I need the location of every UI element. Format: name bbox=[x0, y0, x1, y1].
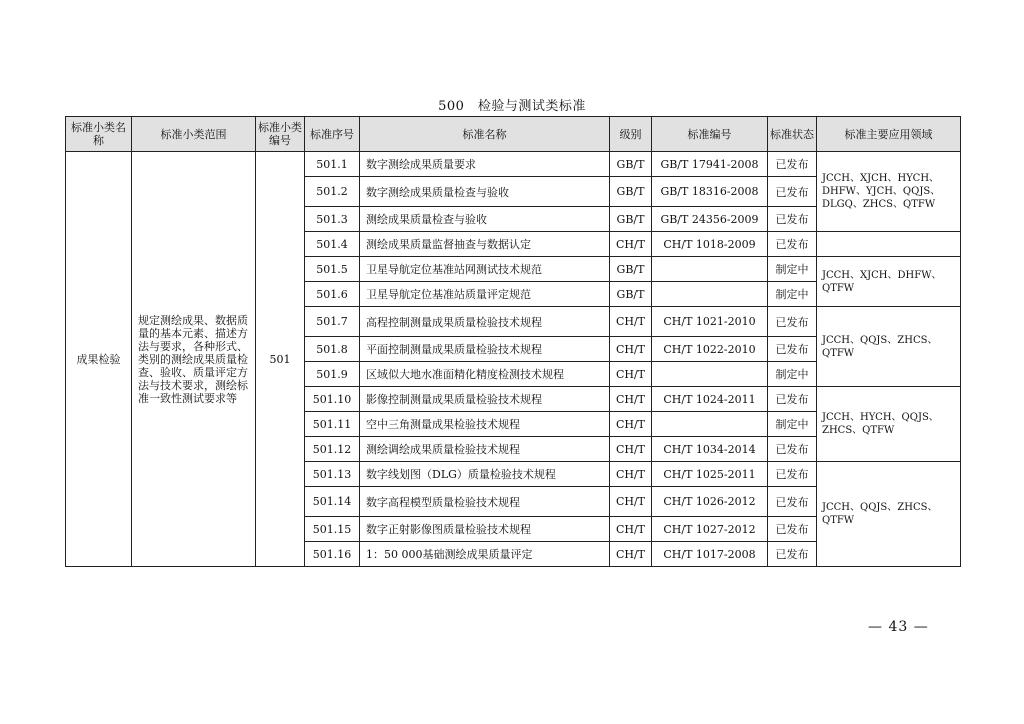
row-seq: 501.4 bbox=[305, 232, 360, 257]
row-code bbox=[652, 362, 768, 387]
row-code: GB/T 17941-2008 bbox=[652, 152, 768, 177]
row-name: 测绘成果质量检查与验收 bbox=[360, 207, 610, 232]
domain-group-4: JCCH、HYCH、QQJS、ZHCS、QTFW bbox=[817, 387, 961, 462]
row-status: 已发布 bbox=[768, 337, 817, 362]
header-std-name: 标准名称 bbox=[360, 117, 610, 152]
row-status: 已发布 bbox=[768, 462, 817, 487]
row-code: CH/T 1034-2014 bbox=[652, 437, 768, 462]
row-status: 已发布 bbox=[768, 232, 817, 257]
row-status: 制定中 bbox=[768, 257, 817, 282]
row-code: CH/T 1017-2008 bbox=[652, 542, 768, 567]
row-seq: 501.16 bbox=[305, 542, 360, 567]
domain-group-5: JCCH、QQJS、ZHCS、QTFW bbox=[817, 462, 961, 567]
row-seq: 501.11 bbox=[305, 412, 360, 437]
domain-group-2: JCCH、XJCH、DHFW、QTFW bbox=[817, 257, 961, 307]
row-status: 已发布 bbox=[768, 307, 817, 337]
row-seq: 501.10 bbox=[305, 387, 360, 412]
row-status: 已发布 bbox=[768, 487, 817, 517]
row-code bbox=[652, 282, 768, 307]
row-seq: 501.9 bbox=[305, 362, 360, 387]
category-code: 501 bbox=[256, 152, 305, 567]
row-status: 已发布 bbox=[768, 152, 817, 177]
category-name: 成果检验 bbox=[66, 152, 132, 567]
row-code: GB/T 24356-2009 bbox=[652, 207, 768, 232]
row-name: 数字线划图（DLG）质量检验技术规程 bbox=[360, 462, 610, 487]
row-level: CH/T bbox=[610, 437, 652, 462]
header-domain: 标准主要应用领域 bbox=[817, 117, 961, 152]
row-seq: 501.15 bbox=[305, 517, 360, 542]
row-level: GB/T bbox=[610, 177, 652, 207]
row-level: CH/T bbox=[610, 362, 652, 387]
header-subclass-scope: 标准小类范围 bbox=[132, 117, 256, 152]
row-code: GB/T 18316-2008 bbox=[652, 177, 768, 207]
row-name: 高程控制测量成果质量检验技术规程 bbox=[360, 307, 610, 337]
row-status: 已发布 bbox=[768, 517, 817, 542]
row-status: 制定中 bbox=[768, 282, 817, 307]
page-number: — 43 — bbox=[868, 619, 929, 635]
row-name: 测绘调绘成果质量检验技术规程 bbox=[360, 437, 610, 462]
row-seq: 501.2 bbox=[305, 177, 360, 207]
domain-group-1: JCCH、XJCH、HYCH、DHFW、YJCH、QQJS、DLGQ、ZHCS、QTFW bbox=[817, 152, 961, 232]
row-level: GB/T bbox=[610, 152, 652, 177]
row-name: 影像控制测量成果质量检验技术规程 bbox=[360, 387, 610, 412]
row-name: 1：50 000基础测绘成果质量评定 bbox=[360, 542, 610, 567]
row-level: GB/T bbox=[610, 207, 652, 232]
row-name: 数字正射影像图质量检验技术规程 bbox=[360, 517, 610, 542]
table-row bbox=[66, 152, 961, 177]
row-name: 数字高程模型质量检验技术规程 bbox=[360, 487, 610, 517]
row-level: CH/T bbox=[610, 487, 652, 517]
row-seq: 501.14 bbox=[305, 487, 360, 517]
row-level: CH/T bbox=[610, 517, 652, 542]
row-code: CH/T 1025-2011 bbox=[652, 462, 768, 487]
row-code bbox=[652, 257, 768, 282]
row-seq: 501.6 bbox=[305, 282, 360, 307]
row-code: CH/T 1027-2012 bbox=[652, 517, 768, 542]
row-name: 平面控制测量成果质量检验技术规程 bbox=[360, 337, 610, 362]
row-status: 制定中 bbox=[768, 362, 817, 387]
row-name: 卫星导航定位基准站网测试技术规范 bbox=[360, 257, 610, 282]
header-subclass-name: 标准小类名称 bbox=[66, 117, 132, 152]
row-seq: 501.8 bbox=[305, 337, 360, 362]
row-name: 数字测绘成果质量检查与验收 bbox=[360, 177, 610, 207]
row-code: CH/T 1026-2012 bbox=[652, 487, 768, 517]
row-code bbox=[652, 412, 768, 437]
row-name: 测绘成果质量监督抽查与数据认定 bbox=[360, 232, 610, 257]
domain-empty bbox=[817, 232, 961, 257]
row-status: 已发布 bbox=[768, 177, 817, 207]
row-status: 已发布 bbox=[768, 387, 817, 412]
row-code: CH/T 1021-2010 bbox=[652, 307, 768, 337]
row-level: CH/T bbox=[610, 337, 652, 362]
table-header-row bbox=[66, 117, 961, 152]
row-seq: 501.5 bbox=[305, 257, 360, 282]
domain-group-3: JCCH、QQJS、ZHCS、QTFW bbox=[817, 307, 961, 387]
header-seq: 标准序号 bbox=[305, 117, 360, 152]
row-status: 已发布 bbox=[768, 542, 817, 567]
row-seq: 501.13 bbox=[305, 462, 360, 487]
row-status: 已发布 bbox=[768, 207, 817, 232]
row-name: 数字测绘成果质量要求 bbox=[360, 152, 610, 177]
row-level: CH/T bbox=[610, 542, 652, 567]
row-level: CH/T bbox=[610, 462, 652, 487]
row-name: 卫星导航定位基准站质量评定规范 bbox=[360, 282, 610, 307]
row-level: GB/T bbox=[610, 282, 652, 307]
row-level: GB/T bbox=[610, 257, 652, 282]
row-code: CH/T 1024-2011 bbox=[652, 387, 768, 412]
row-code: CH/T 1018-2009 bbox=[652, 232, 768, 257]
row-status: 制定中 bbox=[768, 412, 817, 437]
row-name: 区域似大地水准面精化精度检测技术规程 bbox=[360, 362, 610, 387]
row-seq: 501.12 bbox=[305, 437, 360, 462]
header-level: 级别 bbox=[610, 117, 652, 152]
row-code: CH/T 1022-2010 bbox=[652, 337, 768, 362]
row-name: 空中三角测量成果检验技术规程 bbox=[360, 412, 610, 437]
row-seq: 501.1 bbox=[305, 152, 360, 177]
header-status: 标准状态 bbox=[768, 117, 817, 152]
page-title: 500 检验与测试类标准 bbox=[438, 99, 586, 114]
row-status: 已发布 bbox=[768, 437, 817, 462]
header-std-code: 标准编号 bbox=[652, 117, 768, 152]
row-level: CH/T bbox=[610, 412, 652, 437]
row-level: CH/T bbox=[610, 387, 652, 412]
row-seq: 501.7 bbox=[305, 307, 360, 337]
header-subclass-code: 标准小类编号 bbox=[256, 117, 305, 152]
row-level: CH/T bbox=[610, 307, 652, 337]
category-scope: 规定测绘成果、数据质量的基本元素、描述方法与要求，各种形式、类别的测绘成果质量检查、验收、质量评定方法与技术要求，测绘标准一致性测试要求等 bbox=[132, 152, 256, 567]
row-seq: 501.3 bbox=[305, 207, 360, 232]
row-level: CH/T bbox=[610, 232, 652, 257]
standards-table bbox=[65, 116, 961, 567]
